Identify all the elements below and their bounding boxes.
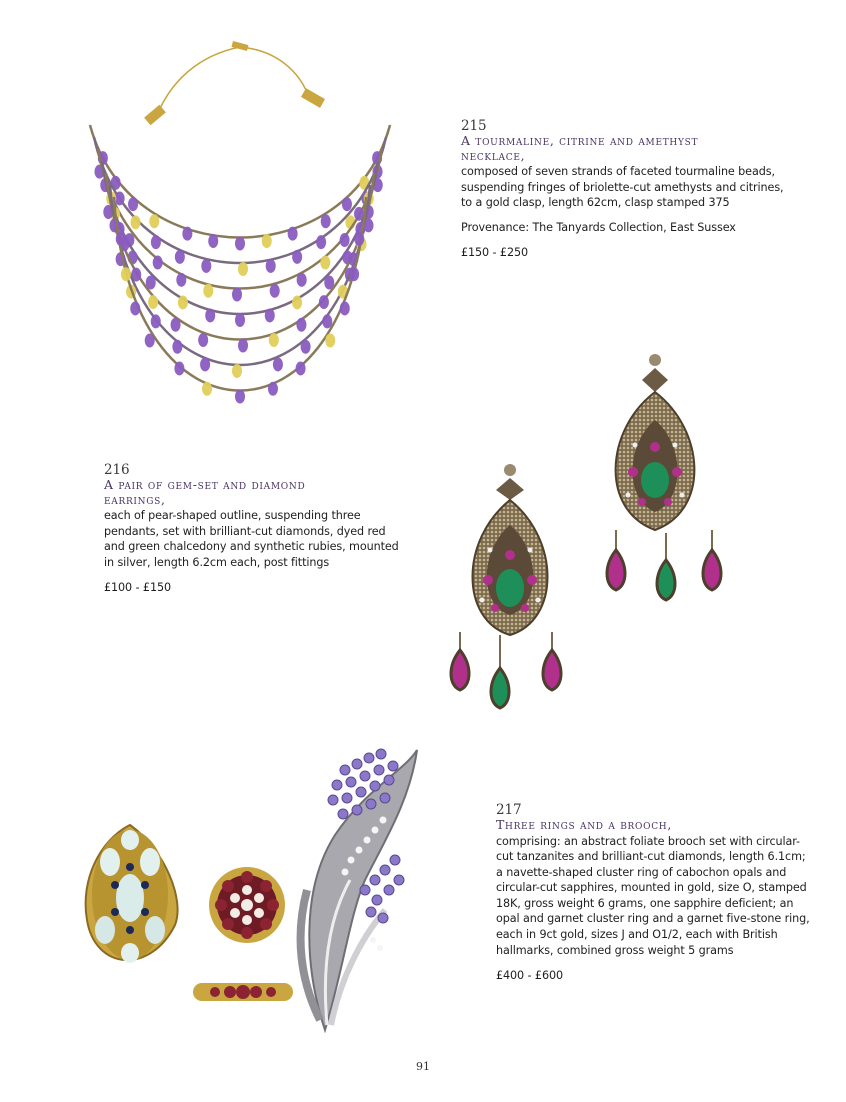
lot-217: [496, 802, 811, 984]
lot-215: [461, 118, 791, 261]
garnet-five-stone-ring: [193, 983, 293, 1001]
page-number: 91: [416, 1060, 430, 1073]
lot-title: A pair of gem-set and diamond earrings,: [104, 477, 306, 507]
lot-estimate: £100 - £150: [104, 581, 171, 595]
lot-number: 215: [461, 118, 487, 134]
lot-estimate: £400 - £600: [496, 969, 563, 983]
lot-title: Three rings and a brooch,: [496, 817, 673, 832]
lot-description: each of pear-shaped outline, suspending three pendants, set with brilliant-cut diamonds, dyed red and green chalcedony and synthetic rubies, mounted in silver, length 6.2cm each, post fittings: [104, 509, 399, 569]
lot-title: A tourmaline, citrine and amethyst necklace,: [461, 133, 699, 163]
lot-description: comprising: an abstract foliate brooch set with circular-cut tanzanites and brilliant-cut diamonds, length 6.1cm; a navette-shaped cluster ring of cabochon opals and circular-cut sapphires, mounted in gold, size O, stamped 18K, gross weight 6 grams, one sapphire deficient; an opal and garnet cluster ring and a garnet five-stone ring, each in 9ct gold, sizes J and O1/2, each with British hallmarks, combined gross weight 5 grams: [496, 834, 810, 957]
lot-provenance: Provenance: The Tanyards Collection, East Sussex: [461, 220, 736, 234]
necklace-strands: [90, 125, 390, 404]
earring-left: [451, 464, 561, 708]
lot-number: 216: [104, 462, 130, 478]
foliate-brooch: [301, 749, 417, 1030]
lot-number: 217: [496, 802, 522, 818]
lot-description: composed of seven strands of faceted tourmaline beads, suspending fringes of briolette-cut amethysts and citrines, to a gold clasp, length 62cm, clasp stamped 375: [461, 165, 784, 210]
opal-sapphire-ring: [86, 825, 178, 963]
earrings-image: [430, 350, 740, 740]
rings-brooch-image: [75, 740, 435, 1040]
necklace-image: [60, 35, 420, 425]
opal-garnet-cluster-ring: [209, 867, 285, 943]
lot-estimate: £150 - £250: [461, 246, 528, 260]
earring-right: [607, 354, 721, 600]
lot-216: [104, 462, 404, 596]
